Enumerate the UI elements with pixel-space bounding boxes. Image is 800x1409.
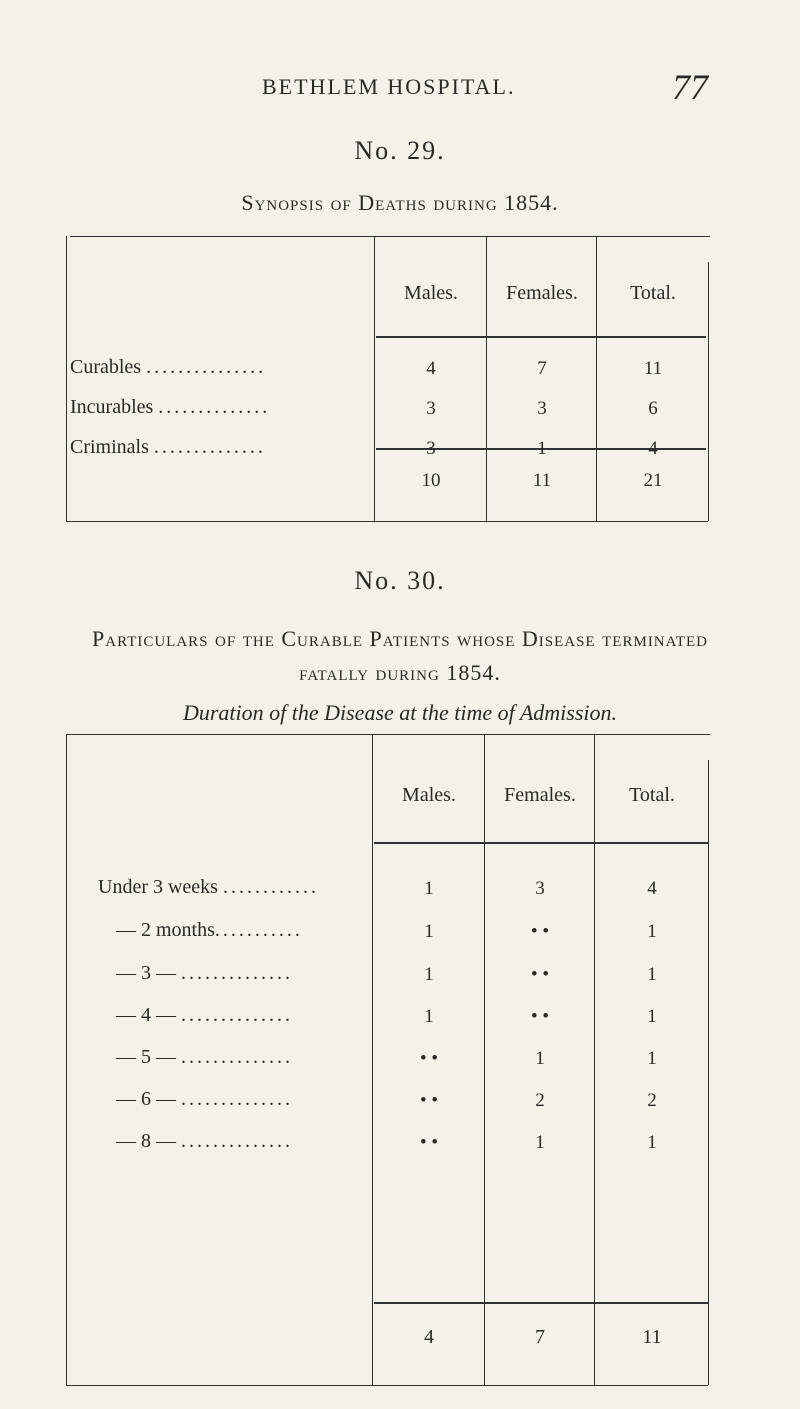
table-cell: • • [419, 1132, 439, 1153]
table-cell: • • [530, 1006, 550, 1027]
table-cell: • • [419, 1090, 439, 1111]
table-29-title: Synopsis of Deaths during 1854. [241, 190, 559, 215]
table-30-total-males: 4 [424, 1326, 434, 1348]
table-30-right-rule [708, 760, 709, 1385]
table-30-number: No. 30. [354, 566, 446, 595]
table-cell: 2 [535, 1090, 545, 1111]
table-cell: 4 [648, 438, 658, 459]
table-cell: 1 [535, 1048, 545, 1069]
table-cell: 11 [643, 358, 663, 379]
table-row-label: Curables ............... [70, 356, 267, 378]
table-cell: 1 [647, 1048, 657, 1069]
table-cell: 1 [424, 964, 434, 985]
table-29-total-females: 11 [532, 470, 552, 491]
table-cell: 1 [537, 438, 547, 459]
table-cell: • • [419, 1048, 439, 1069]
table-cell: • • [530, 964, 550, 985]
table-cell: 7 [537, 358, 547, 379]
table-row-label: — 5 — .............. [116, 1046, 293, 1068]
table-cell: 3 [426, 398, 436, 419]
table-cell: 1 [647, 1132, 657, 1153]
table-row-label: — 2 months........... [116, 919, 303, 941]
table-cell: 1 [424, 921, 434, 942]
table-30-header-males: Males. [402, 784, 456, 806]
table-30-total-females: 7 [535, 1326, 545, 1348]
table-30-header-rule [374, 842, 708, 844]
table-row-label: Under 3 weeks ............ [98, 876, 319, 898]
table-row-label: — 4 — .............. [116, 1004, 293, 1026]
table-29-left-rule [66, 236, 67, 521]
table-29-bottom-rule [66, 521, 708, 522]
table-cell: • • [530, 921, 550, 942]
table-cell: 3 [426, 438, 436, 459]
table-29-header-rule [376, 336, 706, 338]
table-29-total-males: 10 [421, 470, 441, 491]
table-cell: 1 [647, 921, 657, 942]
table-row-label: Incurables .............. [70, 396, 271, 418]
table-cell: 1 [424, 1006, 434, 1027]
table-cell: 1 [424, 878, 434, 899]
table-cell: 4 [426, 358, 436, 379]
table-cell: 1 [535, 1132, 545, 1153]
table-29-header-total: Total. [630, 282, 676, 304]
table-cell: 6 [648, 398, 658, 419]
page-number: 77 [672, 67, 708, 107]
table-30-header-total: Total. [629, 784, 675, 806]
table-29-total-all: 21 [643, 470, 663, 491]
table-29-number: No. 29. [354, 136, 446, 165]
table-30-title-line-1: Particulars of the Curable Patients whose Disease terminated [92, 626, 708, 651]
table-29-col-rule-1 [374, 236, 375, 521]
running-title: BETHLEM HOSPITAL. [262, 74, 516, 99]
table-30-title-line-2: fatally during 1854. [299, 660, 501, 685]
table-row-label: — 3 — .............. [116, 962, 293, 984]
table-row-label: — 8 — .............. [116, 1130, 293, 1152]
table-cell: 3 [537, 398, 547, 419]
table-row-label: Criminals .............. [70, 436, 266, 458]
table-30-header-females: Females. [504, 784, 576, 806]
table-cell: 1 [647, 1006, 657, 1027]
table-row-label: — 6 — .............. [116, 1088, 293, 1110]
table-29-header-females: Females. [506, 282, 578, 304]
table-29-top-rule [70, 236, 710, 237]
table-29-header-males: Males. [404, 282, 458, 304]
table-30-total-all: 11 [642, 1326, 662, 1348]
table-29-col-rule-3 [596, 236, 597, 521]
table-30-subtitle: Duration of the Disease at the time of Admission. [182, 700, 618, 725]
table-29-col-rule-2 [486, 236, 487, 521]
table-cell: 2 [647, 1090, 657, 1111]
table-cell: 3 [535, 878, 545, 899]
table-30-bottom-rule [66, 1385, 708, 1386]
table-cell: 1 [647, 964, 657, 985]
table-30-sum-rule [374, 1302, 708, 1304]
table-29-right-rule [708, 262, 709, 521]
table-cell: 4 [647, 878, 657, 899]
